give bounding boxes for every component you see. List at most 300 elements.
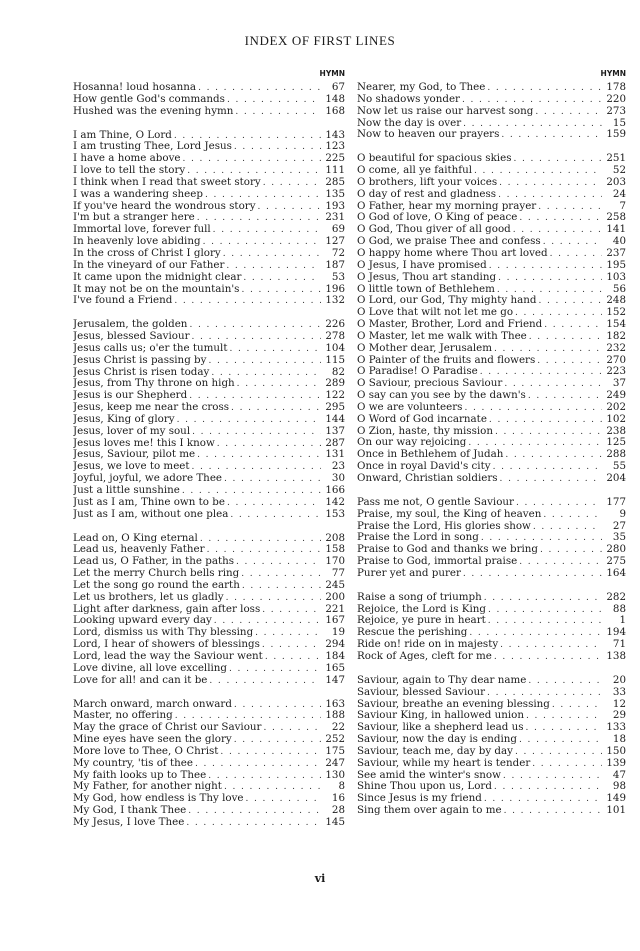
hymn-number: 193 xyxy=(325,200,345,212)
index-group xyxy=(357,153,626,485)
index-entry xyxy=(73,449,345,461)
dot-leader xyxy=(468,438,602,449)
dot-leader xyxy=(474,166,602,177)
hymn-number: 158 xyxy=(325,544,345,556)
first-line-text: Shine Thou upon us, Lord xyxy=(357,781,492,793)
dot-leader xyxy=(263,723,321,734)
index-entry xyxy=(73,236,345,248)
index-entry xyxy=(357,781,626,793)
dot-leader xyxy=(537,356,602,367)
index-entry xyxy=(73,556,345,568)
index-entry xyxy=(73,651,345,663)
index-entry xyxy=(73,189,345,201)
first-line-text: Let the song go round the earth xyxy=(73,579,240,591)
dot-leader xyxy=(226,261,321,272)
index-entry xyxy=(73,201,345,213)
dot-leader xyxy=(464,403,602,414)
dot-leader xyxy=(226,593,321,604)
hymn-number: 33 xyxy=(612,686,626,698)
dot-leader xyxy=(227,95,321,106)
first-line-text: Joyful, joyful, we adore Thee xyxy=(73,473,223,485)
dot-leader xyxy=(207,545,321,556)
hymn-number: 238 xyxy=(606,425,626,437)
first-line-text: It came upon the midnight clear xyxy=(73,271,242,283)
index-group xyxy=(357,497,626,580)
first-line-text: In the vineyard of our Father xyxy=(73,259,225,271)
index-group xyxy=(73,130,345,308)
index-entry xyxy=(73,177,345,189)
first-line-text: See amid the winter's snow xyxy=(357,769,501,781)
hymn-number: 166 xyxy=(325,485,345,496)
hymn-number: 132 xyxy=(325,295,345,307)
hymn-number: 55 xyxy=(612,461,626,473)
index-entry xyxy=(357,675,626,687)
index-entry xyxy=(357,414,626,426)
hymn-number: 145 xyxy=(325,816,345,828)
dot-leader xyxy=(550,249,602,260)
hymn-number: 165 xyxy=(325,662,345,674)
index-entry xyxy=(357,153,626,165)
dot-leader xyxy=(262,640,321,651)
index-entry xyxy=(357,366,626,378)
dot-leader xyxy=(189,391,321,402)
hymn-column-header: HYMN xyxy=(319,69,345,78)
first-line-text: O God, we praise Thee and confess xyxy=(357,236,541,248)
first-line-text: Hushed was the evening hymn xyxy=(73,105,234,117)
index-entry xyxy=(357,94,626,106)
dot-leader xyxy=(484,794,602,805)
dot-leader xyxy=(189,320,321,331)
dot-leader xyxy=(463,569,602,580)
dot-leader xyxy=(528,676,602,687)
first-line-text: Sing them over again to me xyxy=(357,805,502,817)
first-line-text: Once in Bethlehem of Judah xyxy=(357,449,504,461)
first-line-text: Praise the Lord, His glories show xyxy=(357,520,531,532)
dot-leader xyxy=(493,462,602,473)
dot-leader xyxy=(528,391,602,402)
index-entry xyxy=(73,390,345,402)
hymn-number: 195 xyxy=(606,259,626,271)
dot-leader xyxy=(241,285,321,296)
index-entry xyxy=(73,94,345,106)
dot-leader xyxy=(489,261,602,272)
first-line-text: On our way rejoicing xyxy=(357,437,467,449)
dot-leader xyxy=(543,237,602,248)
first-line-text: I have a home above xyxy=(73,153,181,165)
hymn-number: 248 xyxy=(606,295,626,307)
first-line-text: Nearer, my God, to Thee xyxy=(357,82,486,93)
index-entry xyxy=(357,343,626,355)
hymn-number: 131 xyxy=(325,449,345,461)
hymn-number: 175 xyxy=(325,745,345,757)
first-line-text: Saviour, blessed Saviour xyxy=(357,686,486,698)
index-entry xyxy=(357,734,626,746)
index-group xyxy=(357,82,626,141)
dot-leader xyxy=(494,652,602,663)
hymn-number: 40 xyxy=(612,236,626,248)
first-line-text: May the grace of Christ our Saviour xyxy=(73,722,262,734)
index-entry xyxy=(357,722,626,734)
hymn-number: 188 xyxy=(325,710,345,722)
index-entry xyxy=(357,224,626,236)
dot-leader xyxy=(504,806,602,817)
hymn-number: 47 xyxy=(612,769,626,781)
hymn-number: 226 xyxy=(325,319,345,331)
first-line-text: Light after darkness, gain after loss xyxy=(73,603,261,615)
dot-leader xyxy=(516,498,602,509)
index-entry xyxy=(73,224,345,236)
first-line-text: Praise to God, immortal praise xyxy=(357,556,518,568)
dot-leader xyxy=(538,202,602,213)
index-entry xyxy=(357,710,626,722)
hymn-number: 125 xyxy=(606,437,626,449)
index-entry xyxy=(73,604,345,616)
index-entry xyxy=(357,604,626,616)
first-line-text: No shadows yonder xyxy=(357,93,460,105)
group-spacer xyxy=(73,521,345,533)
hymn-number: 152 xyxy=(606,307,626,319)
first-line-text: O Love that wilt not let me go xyxy=(357,307,514,319)
hymn-number: 187 xyxy=(325,259,345,271)
dot-leader xyxy=(265,652,321,663)
first-line-text: O happy home where Thou art loved xyxy=(357,247,548,259)
group-spacer xyxy=(357,141,626,153)
dot-leader xyxy=(227,498,321,509)
first-line-text: Lord, I hear of showers of blessings xyxy=(73,639,260,651)
dot-leader xyxy=(203,237,321,248)
index-entry xyxy=(73,699,345,711)
first-line-text: More love to Thee, O Christ xyxy=(73,745,219,757)
index-entry xyxy=(73,284,345,296)
index-entry xyxy=(73,319,345,331)
dot-leader xyxy=(500,474,602,485)
first-line-text: O Zion, haste, thy mission xyxy=(357,425,493,437)
dot-leader xyxy=(213,225,321,236)
hymn-number: 258 xyxy=(606,212,626,224)
index-entry xyxy=(357,639,626,651)
hymn-number: 200 xyxy=(325,591,345,603)
dot-leader xyxy=(192,427,321,438)
index-entry xyxy=(73,805,345,817)
dot-leader xyxy=(500,640,602,651)
first-line-text: Purer yet and purer xyxy=(357,567,461,579)
hymn-number: 288 xyxy=(606,449,626,461)
first-line-text: Lead us, heavenly Father xyxy=(73,544,205,556)
hymn-number: 251 xyxy=(606,153,626,165)
dot-leader xyxy=(519,213,602,224)
dot-leader xyxy=(480,367,602,378)
first-line-text: O Paradise! O Paradise xyxy=(357,366,478,378)
dot-leader xyxy=(217,439,321,450)
hymn-number: 275 xyxy=(606,556,626,568)
hymn-number: 142 xyxy=(325,496,345,508)
first-line-text: Saviour, while my heart is tender xyxy=(357,757,531,769)
hymn-number: 8 xyxy=(338,781,345,793)
dot-leader xyxy=(494,344,602,355)
first-line-text: March onward, march onward xyxy=(73,698,232,710)
index-entry xyxy=(357,295,626,307)
index-entry xyxy=(357,272,626,284)
dot-leader xyxy=(515,308,602,319)
index-entry xyxy=(73,367,345,379)
dot-leader xyxy=(539,296,603,307)
first-line-text: O God, Thou giver of all good xyxy=(357,224,511,236)
dot-leader xyxy=(258,202,321,213)
index-entry xyxy=(73,781,345,793)
dot-leader xyxy=(174,131,321,142)
first-line-text: O little town of Bethlehem xyxy=(357,283,495,295)
hymn-number: 143 xyxy=(325,129,345,141)
index-entry xyxy=(357,509,626,521)
first-line-text: My Jesus, I love Thee xyxy=(73,816,185,828)
index-entry xyxy=(73,746,345,758)
left-column xyxy=(73,66,345,829)
first-line-text: Let us brothers, let us gladly xyxy=(73,591,224,603)
first-line-text: Now let us raise our harvest song xyxy=(357,105,534,117)
hymn-number: 194 xyxy=(606,627,626,639)
dot-leader xyxy=(220,747,321,758)
hymn-number: 20 xyxy=(612,674,626,686)
dot-leader xyxy=(243,273,321,284)
dot-leader xyxy=(188,806,321,817)
hymn-number: 88 xyxy=(612,603,626,615)
index-entry xyxy=(357,449,626,461)
hymn-number: 203 xyxy=(606,176,626,188)
group-spacer xyxy=(357,580,626,592)
hymn-number: 18 xyxy=(612,734,626,746)
first-line-text: My country, 'tis of thee xyxy=(73,757,193,769)
hymn-number: 220 xyxy=(606,93,626,105)
index-entry xyxy=(357,651,626,663)
hymn-number: 138 xyxy=(606,650,626,662)
dot-leader xyxy=(535,107,602,118)
dot-leader xyxy=(200,534,321,545)
index-entry xyxy=(73,734,345,746)
index-entry xyxy=(73,544,345,556)
hymn-number: 148 xyxy=(325,93,345,105)
dot-leader xyxy=(234,142,321,153)
group-spacer xyxy=(73,687,345,699)
first-line-text: Just as I am, Thine own to be xyxy=(73,496,225,508)
index-entry xyxy=(73,627,345,639)
hymn-number: 135 xyxy=(325,188,345,200)
first-line-text: My God, I thank Thee xyxy=(73,805,187,817)
index-entry xyxy=(357,627,626,639)
first-line-text: Jesus Christ is passing by xyxy=(73,354,207,366)
index-entry xyxy=(357,521,626,533)
first-line-text: Rejoice, ye pure in heart xyxy=(357,615,486,627)
index-entry xyxy=(73,509,345,521)
first-line-text: Praise the Lord in song xyxy=(357,532,479,544)
index-entry xyxy=(357,461,626,473)
dot-leader xyxy=(263,178,321,189)
hymn-number: 150 xyxy=(606,745,626,757)
hymn-number: 56 xyxy=(612,283,626,295)
index-entry xyxy=(73,663,345,675)
index-entry xyxy=(73,639,345,651)
hymn-number: 16 xyxy=(331,793,345,805)
hymn-number: 98 xyxy=(612,781,626,793)
dot-leader xyxy=(182,486,321,497)
hymn-number: 282 xyxy=(606,591,626,603)
dot-leader xyxy=(519,557,602,568)
hymn-number: 247 xyxy=(325,757,345,769)
index-entry xyxy=(357,805,626,817)
index-entry xyxy=(357,129,626,141)
first-line-text: Rescue the perishing xyxy=(357,627,468,639)
dot-leader xyxy=(519,735,602,746)
dot-leader xyxy=(495,427,602,438)
dot-leader xyxy=(515,747,602,758)
index-entry xyxy=(73,141,345,153)
hymn-number: 223 xyxy=(606,366,626,378)
first-line-text: Now the day is over xyxy=(357,117,462,129)
dot-leader xyxy=(246,794,321,805)
index-entry xyxy=(357,437,626,449)
index-group xyxy=(73,699,345,829)
index-entry xyxy=(73,817,345,829)
first-line-text: Lead on, O King eternal xyxy=(73,532,198,544)
index-entry xyxy=(357,189,626,201)
first-line-text: I am Thine, O Lord xyxy=(73,129,172,141)
first-line-text: I am trusting Thee, Lord Jesus xyxy=(73,141,232,153)
hymn-number: 249 xyxy=(606,390,626,402)
hymn-number: 133 xyxy=(606,722,626,734)
index-entry xyxy=(357,746,626,758)
first-line-text: Just a little sunshine xyxy=(73,485,180,496)
dot-leader xyxy=(192,462,321,473)
index-entry xyxy=(73,592,345,604)
index-entry xyxy=(73,461,345,473)
dot-leader xyxy=(234,700,321,711)
index-group xyxy=(357,675,626,817)
first-line-text: O Master, Brother, Lord and Friend xyxy=(357,319,543,331)
hymn-number: 237 xyxy=(606,247,626,259)
index-entry xyxy=(357,699,626,711)
hymn-number: 147 xyxy=(325,674,345,686)
group-spacer xyxy=(73,118,345,130)
hymn-number: 289 xyxy=(325,378,345,390)
dot-leader xyxy=(513,154,602,165)
hymn-number: 19 xyxy=(331,627,345,639)
first-line-text: In the cross of Christ I glory xyxy=(73,247,221,259)
index-entry xyxy=(357,532,626,544)
hymn-number: 103 xyxy=(606,271,626,283)
first-line-text: Immortal love, forever full xyxy=(73,224,211,236)
right-column xyxy=(357,66,626,817)
hymn-number: 285 xyxy=(325,176,345,188)
hymn-number: 122 xyxy=(325,390,345,402)
first-line-text: Lead us, O Father, in the paths xyxy=(73,556,235,568)
dot-leader xyxy=(208,771,321,782)
index-entry xyxy=(73,331,345,343)
hymn-number: 137 xyxy=(325,425,345,437)
index-entry xyxy=(357,260,626,272)
first-line-text: Jesus, King of glory xyxy=(73,413,175,425)
hymn-number: 27 xyxy=(612,520,626,532)
index-entry xyxy=(73,770,345,782)
index-entry xyxy=(357,236,626,248)
first-line-text: Hosanna! loud hosanna xyxy=(73,82,197,93)
hymn-number: 29 xyxy=(612,710,626,722)
dot-leader xyxy=(499,178,602,189)
dot-leader xyxy=(526,711,602,722)
dot-leader xyxy=(543,510,602,521)
hymn-number: 35 xyxy=(612,532,626,544)
first-line-text: If you've heard the wondrous story xyxy=(73,200,256,212)
first-line-text: O Mother dear, Jerusalem xyxy=(357,342,493,354)
index-entry xyxy=(357,118,626,130)
index-entry xyxy=(73,260,345,272)
first-line-text: O Father, hear my morning prayer xyxy=(357,200,537,212)
hymn-number: 287 xyxy=(325,437,345,449)
index-entry xyxy=(73,343,345,355)
dot-leader xyxy=(487,83,602,94)
index-entry xyxy=(357,284,626,296)
dot-leader xyxy=(242,581,321,592)
index-entry xyxy=(73,533,345,545)
dot-leader xyxy=(481,533,602,544)
index-entry xyxy=(73,414,345,426)
first-line-text: Jesus calls us; o'er the tumult xyxy=(73,342,228,354)
index-entry xyxy=(357,592,626,604)
dot-leader xyxy=(513,225,602,236)
first-line-text: Once in royal David's city xyxy=(357,461,491,473)
hymn-number: 270 xyxy=(606,354,626,366)
first-line-text: Master, no offering xyxy=(73,710,173,722)
hymn-number: 71 xyxy=(612,639,626,651)
dot-leader xyxy=(174,296,321,307)
index-entry xyxy=(357,331,626,343)
first-line-text: O say can you see by the dawn's xyxy=(357,390,526,402)
dot-leader xyxy=(526,723,603,734)
dot-leader xyxy=(223,249,321,260)
index-entry xyxy=(73,473,345,485)
first-line-text: Let the merry Church bells ring xyxy=(73,568,240,580)
hymn-number: 184 xyxy=(325,650,345,662)
dot-leader xyxy=(552,700,602,711)
hymn-number: 153 xyxy=(325,508,345,520)
index-entry xyxy=(357,544,626,556)
hymn-number: 67 xyxy=(331,82,345,93)
page-title: INDEX OF FIRST LINES xyxy=(244,33,396,48)
index-entry xyxy=(357,390,626,402)
index-entry xyxy=(73,106,345,118)
first-line-text: O Jesus, I have promised xyxy=(357,259,487,271)
hymn-number: 163 xyxy=(325,698,345,710)
dot-leader xyxy=(230,510,321,521)
hymn-number: 104 xyxy=(325,342,345,354)
dot-leader xyxy=(241,569,321,580)
first-line-text: I've found a Friend xyxy=(73,295,173,307)
hymn-number: 144 xyxy=(325,413,345,425)
hymn-number: 102 xyxy=(606,413,626,425)
hymn-number: 72 xyxy=(331,247,345,259)
index-entry xyxy=(73,615,345,627)
dot-leader xyxy=(186,818,321,829)
index-entry xyxy=(73,758,345,770)
index-entry xyxy=(73,153,345,165)
hymn-number: 149 xyxy=(606,793,626,805)
first-line-text: O God of love, O King of peace xyxy=(357,212,518,224)
group-spacer xyxy=(357,663,626,675)
first-line-text: It may not be on the mountain's xyxy=(73,283,240,295)
index-entry xyxy=(357,568,626,580)
first-line-text: O we are volunteers xyxy=(357,401,463,413)
index-entry xyxy=(357,556,626,568)
index-entry xyxy=(357,106,626,118)
dot-leader xyxy=(236,557,321,568)
